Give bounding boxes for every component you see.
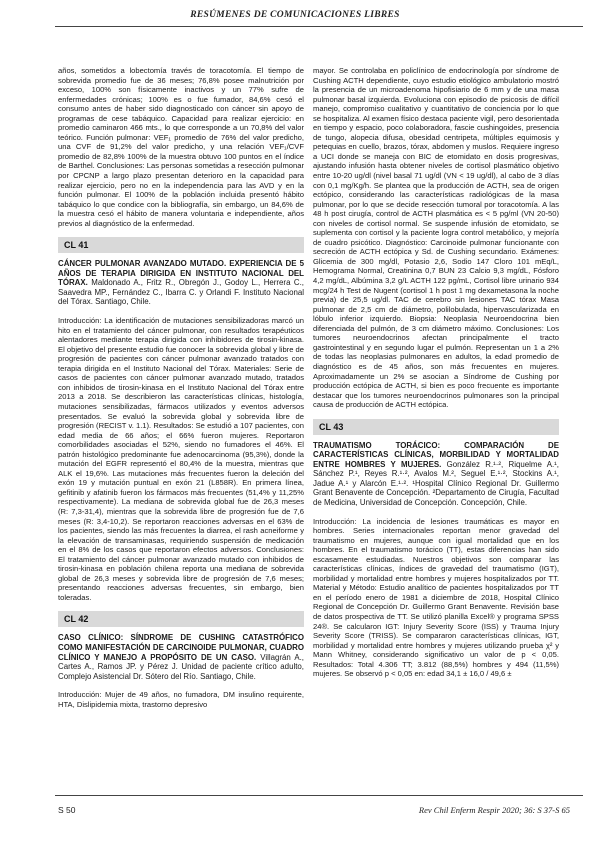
cl42-title-block (58, 633, 304, 681)
journal-citation: Rev Chil Enferm Respir 2020; 36: S 37-S 65 (418, 805, 570, 815)
cl43-title-block (313, 441, 559, 508)
cl42-body: Introducción: Mujer de 49 años, no fumadora, DM insulino requirente, HTA, Dislipidemia mixta, trastorno depresivo (58, 690, 304, 709)
cl42-title: CASO CLÍNICO: SÍNDROME DE CUSHING CATASTRÓFICO COMO MANIFESTACIÓN DE CARCINOIDE PULMONAR, CUADRO CLÍNICO Y MANEJO A PROPÓSITO DE UN CASO. (58, 633, 304, 662)
left-column (58, 66, 304, 718)
cl42-authors: Villagrán A., Cartes A., Ramos JP. y Pérez J. Unidad de paciente crítico adulto, Complejo Asistencial Dr. Sótero del Río. Santiago, Chile. (58, 652, 305, 681)
footer-rule (55, 795, 583, 796)
cl41-title-block (58, 259, 304, 307)
running-header: RESÚMENES DE COMUNICACIONES LIBRES (190, 10, 400, 20)
cl41-authors: Maldonado A., Fritz R., Obregón J., Godoy L., Herrera C., Saavedra MP., Fernández C., Ibarra C. y Orlandi F. Instituto Nacional del Tórax. Santiago, Chile. (58, 278, 304, 307)
cl41-title: CÁNCER PULMONAR AVANZADO MUTADO. EXPERIENCIA DE 5 AÑOS DE TERAPIA DIRIGIDA EN INSTITUTO NACIONAL DEL TÓRAX. (58, 259, 304, 288)
cl43-authors: González R.¹·², Riquelme A.¹, Sánchez P.¹, Reyes R.¹·², Avalos M.², Seguel E.¹·², Stockins A.¹, Jadue A.¹ y Alarcón E.¹·². ¹Hospital Clínico Regional Dr. Guillermo Grant Benavente de Concepción. ²Departamento de Cirugía, Facultad de Medicina, Universidad de Concepción. Concepción, Chile. (313, 459, 559, 507)
header-rule (55, 26, 583, 27)
cl43-badge: CL 43 (313, 419, 559, 435)
cl43-body: Introducción: La incidencia de lesiones traumáticas es mayor en hombres. Series internacionales reportan menor gravedad del traumatismo en mujeres, aunque con igual mortalidad que en los hombres. En el traumatismo torácico (TT), estas diferencias han sido escasamente estudiadas. Nuestros objetivos son comparar las características clínicas, índices de gravedad del traumatismo (IGT), morbilidad y mortalidad entre hombres y mujeres hospitalizados por TT. Material y Método: Estudio analítico de pacientes hospitalizados por TT en el período enero de 1981 a diciembre de 2018, Hospital Clínico Regional de Concepción Dr. Guillermo Grant Benavente. Revisión base de datos prospectiva de TT. Se utilizó planilla Excel® y programa SPSS 24®. Se calcularon IGT: Injury Severity Score (ISS) y Trauma Injury Severity Score (TRISS). Se compararon características clínicas, IGT, morbilidad y mortalidad entre hombres y mujeres utilizando prueba χ² y Mann Whitney, considerando significativo un valor de p < 0,05. Resultados: Total 4.306 TT; 3.812 (88,5%) hombres y 494 (11,5%) mujeres. Se observó p < 0,05 en: edad 34,1 ± 16,0 / 49,6 ± (313, 516, 559, 679)
right-column (313, 66, 559, 688)
cl43-title: TRAUMATISMO TORÁCICO: COMPARACIÓN DE CARACTERÍSTICAS CLÍNICAS, MORBILIDAD Y MORTALIDAD ENTRE HOMBRES Y MUJERES. (313, 440, 559, 469)
continued-case-text: mayor. Se controlaba en policlínico de endocrinología por síndrome de Cushing ACTH dependiente, cuyo estudio etiológico ambulatorio mostró la presencia de un microadenoma hipofisiario de 6 mm y de una masa pulmonar basal izquierda. Evoluciona con episodio de psicosis de difícil manejo, compromiso cualitativo y cuantitativo de conciencia por lo que se hospitaliza. Al examen físico destaca paciente vigil, pero desorientada en tiempo y espacio, poco colaboradora, fascie cushingoides, presencia de tungo, alopecia difusa, obesidad centripeta, múltiples equimosis y petequias en cuello, brazos, tórax, abdomen y muslos. Requiere ingreso a UCI donde se maneja con BIC de etomidato en dosis progresivas, ajustando infusión hasta obtener niveles de cortisol plasmático objetivo entre 10-20 ug/dl (nivel basal 71 ug/dl (VN < 19 ug/dl), al cabo de 3 días con 0,1 mg/Kg/h. Se plantea que la producción de ACTH, sea de origen ectópico, considerando las características radiológicas de la masa pulmonar, por lo que se decide resección tumoral por toracotomía. A las 48 h post cirugía, control de ACTH plasmática es < 5 pg/ml (VN 20-50) con niveles de cortisol normal. Se suspende infusión de etomidato, se suplementa con cortisol y la paciente logra control metabólico, y mejoría de cuadro psicótico. Diagnóstico: Carcinoide pulmonar funcionante con secreción de ACTH ectópica y Sd. de Cushing secundario. Exámenes: Glicemia de 300 mg/dl, Potasio 2,6, Sodio 147 Cloro 101 mEq/L, Hemograma Normal, Creatinina 0,7 BUN 23 Calcio 9,3 mg/dL, Fósforo 4,2 mg/dL, Albúmina 3,2 g/L ACTH 122 pg/mL, Cortisol libre urinario 934 mcg/24 h Test de Nugent (cortisol 1 h post 1 mg dexametasona la noche previa) de 25,5 ug/dl. TAC de cerebro sin lesiones TAC tórax Masa pulmonar de 2,5 cm de diámetro, polilobulada, hipervascularizada en lóbulo inferior izquierdo. Biopsia: Neoplasia Neuroendocrina bien diferenciada del pulmón, de 3 cm diámetro máximo. Conclusiones: Los tumores neuroendocrinos afectan principalmente el tracto gastrointestinal y en segundo lugar el pulmón. Representan un 1 a 2% de todas las neoplasias pulmonares en adultos, la edad promedio de diagnóstico es de 45 años, son más frecuentes en mujeres. Aproximadamente un 2% se asocian a Síndrome de Cushing por producción ectópica de ACTH, si bien es poco frecuente es importante destacar que los tumores neuroendocrinos pulmonares son la principal causa de producción de ACTH ectópica. (313, 66, 559, 410)
cl42-badge: CL 42 (58, 611, 304, 627)
page-number: S 50 (58, 805, 76, 815)
cl41-badge: CL 41 (58, 237, 304, 253)
continued-abstract-text: años, sometidos a lobectomía través de toracotomía. El tiempo de sobrevida promedio fue de 36 meses; 76,8% posee malnutrición por exceso, 100% son físicamente inactivos y un 77% sufre de enfermedades crónicas; 100% es o fue fumador, 84,6% cesó el consumo antes de haber sido diagnosticado con cáncer sin apoyo de programas de cese tabáquico. Capacidad para realizar ejercicio: en promedio caminaron 466 mts., lo que corresponde a un 70,8% del valor teórico. Función pulmonar: VEF₁ promedio de 76% del valor predicho, una CVF de 91,2% del valor predicho, y una relación VEF₁/CVF promedio de 82,8% 100% de la muestra obtuvo 100 puntos en el índice de Barthel. Conclusiones: Las personas sometidas a resección pulmonar por CPCNP a largo plazo presentan deterioro en la capacidad para realizar ejercicio, pero no en la independencia para las AVD y en la función pulmonar. El 100% de la población incluida presentó hábito tabáquico lo que condice con la bibliografía, sin embargo, un 84,6% de la muestra cesó el hábito de manera voluntaria e independiente, años previos al diagnóstico de la enfermedad. (58, 66, 304, 228)
cl41-body: Introducción: La identificación de mutaciones sensibilizadoras marcó un hito en el tratamiento del cáncer pulmonar, con resultados terapéuticos alentadores mediante terapia dirigida con inhibidores de tirosin-kinasa. El objetivo del presente estudio fue conocer la sobrevida global y libre de progresión de pacientes con cáncer pulmonar avanzado tratados con terapia dirigida en el Instituto Nacional del Tórax. Materiales: Serie de casos de pacientes con cáncer pulmonar avanzado mutado, tratados con inhibidos de tirosin-kinasa en el Instituto Nacional del Tórax entre 2013 a 2018. Se describieron las características clínicas, histología, mutaciones sensibilizadas, fármacos utilizados y eventos adversos presentados. Se evaluó la sobrevida global y sobrevida libre de progresión (RECIST v. 1.1). Resultados: Se estudió a 107 pacientes, con edad media de 66 años; el 66% fueron mujeres. Reportaron comorbilidades asociadas el 52%, siendo no fumadores el 46%. El patrón histológico predominante fue adenocarcinoma (95,3%), donde la mutación del EGFR representó el 80,4% de la muestra, mientras que ALK el 19,6%. Las mutaciones más frecuentes fueron la deleción del exón 19 y mutación puntual en exón 21 (L858R). En primera línea, gefitinib y afatinib fueron los fármacos más frecuentes (51,4% y 11,25% respectivamente). La mediana de sobrevida global fue de 26,3 meses (R: 7,3-31,4), mientras que la sobrevida libre de progresión fue de 7,6 meses (R: 3,4-10,2). Se reportaron reacciones adversas en el 63% de los pacientes, siendo las más frecuentes la diarrea, el rash acneiforme y la elevación de transaminasas, requiriendo suspensión de medicación en el 8% de los casos que reportaron efectos adversos. Conclusiones: El tratamiento del cáncer pulmonar avanzado mutado con inhibidos de tirosin-kinasa en población chilena reporta una mediana de sobrevida global de 26,3 meses y sobrevida libre de progresión de 7,6 meses; presentando reacciones adversas frecuentes, sin embargo, bien toleradas. (58, 316, 304, 602)
